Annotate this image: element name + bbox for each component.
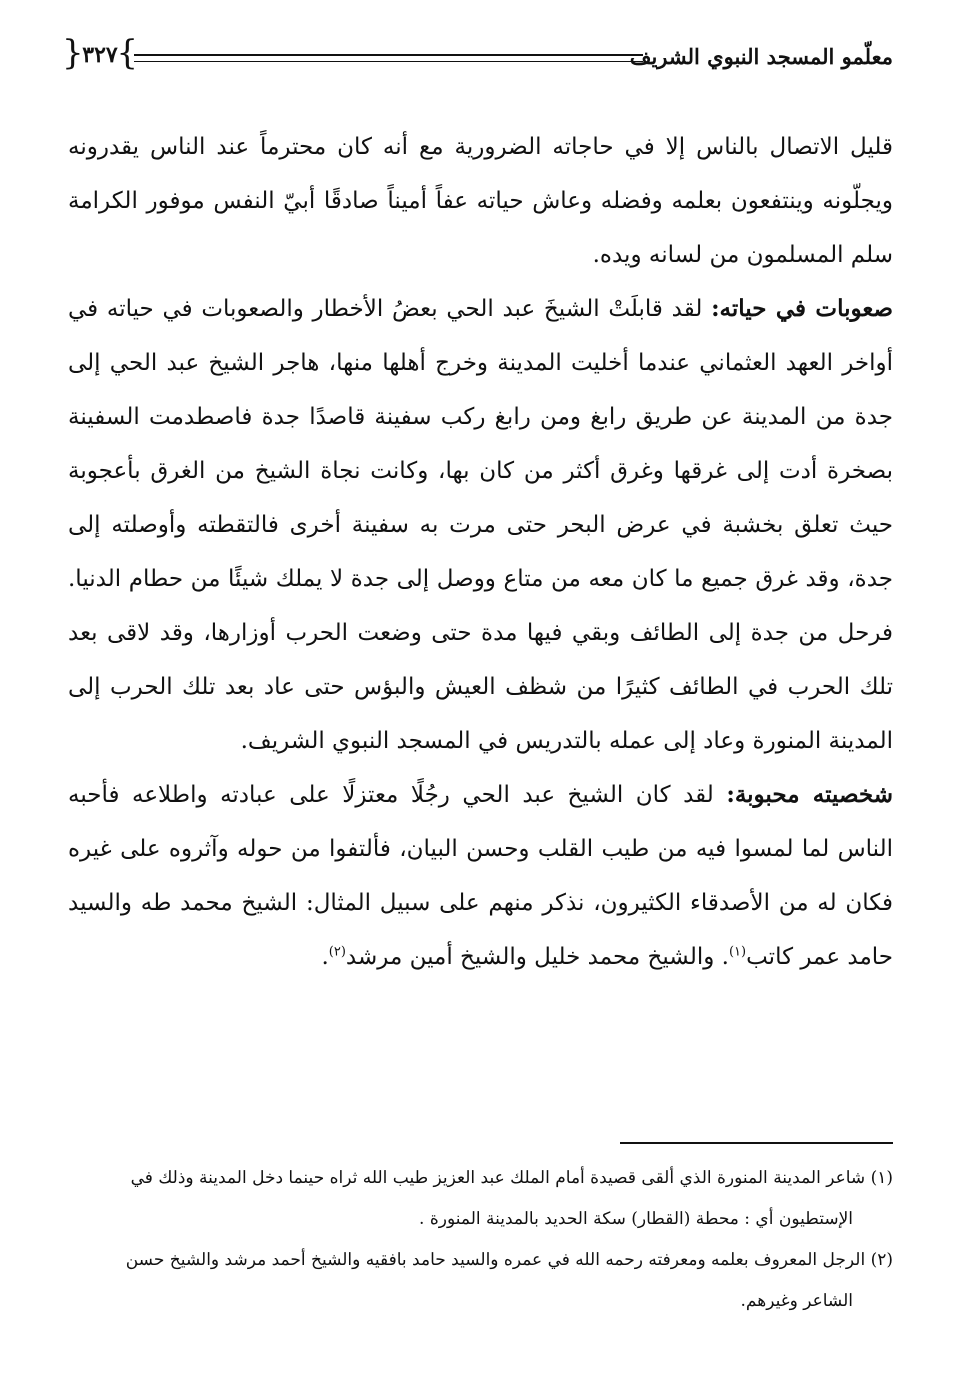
footnote-separator: [620, 1142, 893, 1144]
footnote-ref-1[interactable]: (١): [728, 944, 747, 960]
paragraph-2-text: لقد قابلَتْ الشيخَ عبد الحي بعضُ الأخطار والصعوبات في حياته في أواخر العهد العثماني عندما أخليت المدينة وخرج أهلها منها، هاجر الشيخ عبد الحي إلى جدة من المدينة عن طريق رابغ ومن رابغ ركب سفينة قاصدًا جدة فاصطدمت السفينة بصخرة أدت إلى غرقها وغرق أكثر من كان بها، وكانت نجاة الشيخ من الغرق بأعجوبة حيث تعلق بخشبة في عرض البحر حتى مرت به سفينة أخرى فالتقطته وأوصلته إلى جدة، وقد غرق جميع ما كان معه من متاع ووصل إلى جدة لا يملك شيئًا من حطام الدنيا. فرحل من جدة إلى الطائف وبقي فيها مدة حتى وضعت الحرب أوزارها، وقد لاقى بعد تلك الحرب في الطائف كثيرًا من شظف العيش والبؤس حتى عاد بعد تلك الحرب إلى المدينة المنورة وعاد إلى عمله بالتدريس في المسجد النبوي الشريف.: [68, 296, 893, 754]
footnote-1-line-1: (١) شاعر المدينة المنورة الذي ألقى قصيدة أمام الملك عبد العزيز طيب الله ثراه حينما دخل المدينة وذلك في: [130, 1168, 893, 1188]
footnote-2-continued: [68, 1281, 893, 1322]
section-heading-difficulties: صعوبات في حياته:: [711, 295, 893, 322]
footnote-2-line-2: الشاعر وغيرهم.: [740, 1291, 853, 1311]
footnote-2-line-1: (٢) الرجل المعروف بعلمه ومعرفته رحمه الله في عمره والسيد حامد بافقيه والشيخ أحمد مرشد والشيخ حسن: [125, 1250, 893, 1270]
paragraph-2: [68, 282, 893, 768]
page-number: { ٣٢٧ }: [68, 36, 132, 74]
body-text: [68, 120, 893, 984]
header-rule: [134, 54, 643, 62]
section-heading-personality: شخصيته محبوبة:: [726, 781, 894, 808]
footnote-1-continued: [68, 1199, 893, 1240]
footnote-2: [68, 1240, 893, 1281]
footnote-1-line-2: الإستطيون أي : محطة (القطار) سكة الحديد بالمدينة المنورة .: [419, 1209, 853, 1229]
paragraph-3-end: .: [321, 944, 329, 970]
paragraph-3-mid: . والشيخ محمد خليل والشيخ أمين مرشد: [345, 944, 729, 970]
paragraph-3-text: لقد كان الشيخ عبد الحي رجُلًا معتزلًا على عبادته واطلاعه فأحبه الناس لما لمسوا فيه من طيب القلب وحسن البيان، فألتفوا من حوله وآثروه على غيره فكان له من الأصدقاء الكثيرون، نذكر منهم على سبيل المثال: الشيخ محمد طه والسيد حامد عمر كاتب: [68, 782, 893, 970]
footnote-ref-2[interactable]: (٢): [328, 944, 346, 960]
paragraph-3: [68, 768, 893, 984]
footnote-1: [68, 1158, 893, 1199]
paragraph-1-text: قليل الاتصال بالناس إلا في حاجاته الضرورية مع أنه كان محترماً عند الناس يقدرونه ويجلّونه وينتفعون بعلمه وفضله وعاش حياته عفاً أميناً صادقًا أبيّ النفس موفور الكرامة سلم المسلمون من لسانه ويده.: [68, 134, 893, 268]
page-header: [68, 36, 893, 80]
running-title: معلّمو المسجد النبوي الشريف: [622, 44, 893, 69]
paragraph-1: [68, 120, 893, 282]
footnotes: [68, 1158, 893, 1322]
